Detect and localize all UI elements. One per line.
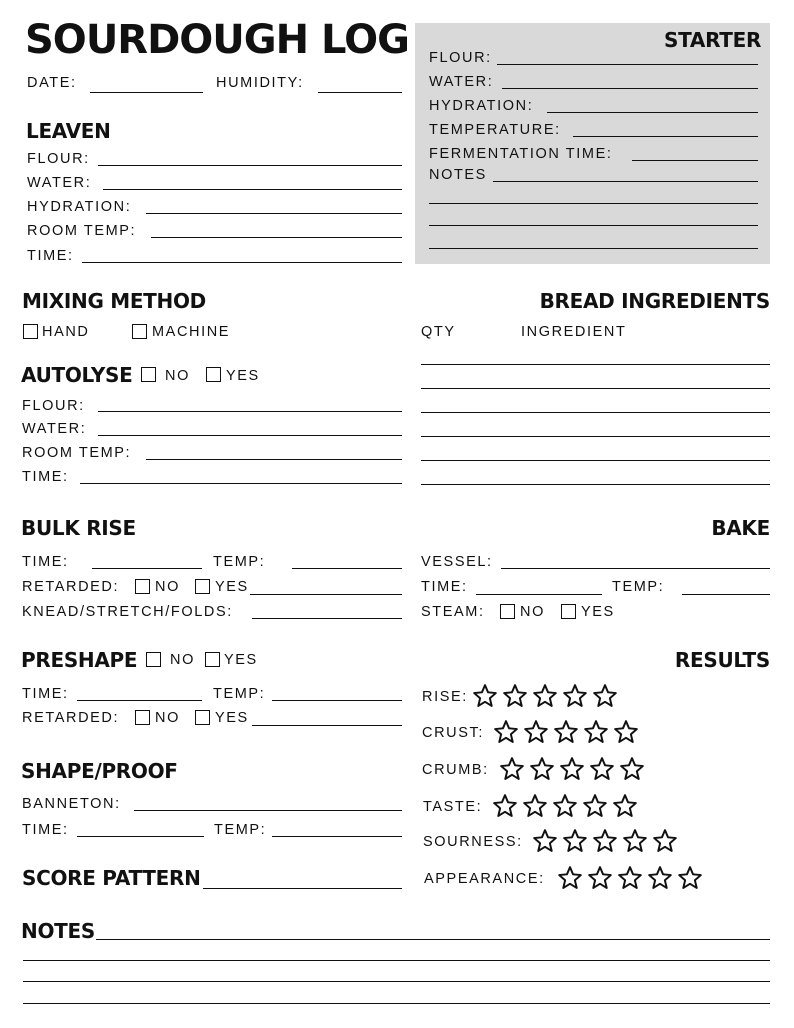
shape-proof-heading: SHAPE/PROOF (21, 759, 178, 783)
star-outline-icon[interactable] (472, 683, 498, 709)
star-outline-icon[interactable] (499, 756, 525, 782)
preshape-no-label: NO (170, 652, 195, 668)
leaven-time-field[interactable] (82, 262, 402, 263)
preshape-retarded-field[interactable] (252, 725, 402, 726)
star-outline-icon[interactable] (559, 756, 585, 782)
bulk-retarded-no-label: NO (155, 579, 180, 595)
starter-temperature-label: TEMPERATURE: (429, 122, 561, 138)
humidity-field[interactable] (318, 92, 402, 93)
banneton-label: BANNETON: (22, 796, 121, 812)
leaven-time-label: TIME: (27, 248, 74, 264)
mixing-heading: MIXING METHOD (22, 289, 206, 313)
ingredients-heading: BREAD INGREDIENTS (539, 289, 770, 313)
star-outline-icon[interactable] (647, 865, 673, 891)
leaven-heading: LEAVEN (26, 119, 111, 143)
qty-label: QTY (421, 324, 456, 340)
knead-label: KNEAD/STRETCH/FOLDS: (22, 604, 233, 620)
starter-notes-label: NOTES (429, 167, 487, 183)
shape-time-field[interactable] (77, 836, 204, 837)
machine-label: MACHINE (152, 324, 231, 340)
star-outline-icon[interactable] (523, 719, 549, 745)
autolyse-no-checkbox[interactable] (141, 367, 156, 382)
bulk-retarded-yes-label: YES (215, 579, 249, 595)
preshape-heading: PRESHAPE (21, 648, 138, 672)
star-outline-icon[interactable] (592, 683, 618, 709)
hand-label: HAND (42, 324, 90, 340)
starter-notes-field[interactable] (493, 181, 758, 182)
crumb-label: CRUMB: (422, 762, 489, 778)
autolyse-flour-label: FLOUR: (22, 398, 85, 414)
steam-no-label: NO (520, 604, 545, 620)
leaven-flour-field[interactable] (98, 165, 402, 166)
leaven-water-field[interactable] (103, 189, 402, 190)
appearance-label: APPEARANCE: (424, 871, 545, 887)
star-outline-icon[interactable] (502, 683, 528, 709)
shape-temp-field[interactable] (272, 836, 402, 837)
autolyse-room-temp-field[interactable] (146, 459, 402, 460)
autolyse-time-label: TIME: (22, 469, 69, 485)
preshape-no-checkbox[interactable] (146, 652, 161, 667)
appearance-rating[interactable] (557, 865, 703, 891)
page-title: SOURDOUGH LOG (25, 17, 409, 63)
ingredient-label: INGREDIENT (521, 324, 627, 340)
taste-label: TASTE: (423, 799, 483, 815)
machine-checkbox[interactable] (132, 324, 147, 339)
star-outline-icon[interactable] (529, 756, 555, 782)
star-outline-icon[interactable] (553, 719, 579, 745)
sourness-rating[interactable] (532, 828, 678, 854)
shape-time-label: TIME: (22, 822, 69, 838)
star-outline-icon[interactable] (652, 828, 678, 854)
autolyse-yes-checkbox[interactable] (206, 367, 221, 382)
star-outline-icon[interactable] (677, 865, 703, 891)
preshape-time-field[interactable] (77, 700, 202, 701)
leaven-room-temp-field[interactable] (151, 237, 402, 238)
starter-notes-line[interactable] (429, 225, 758, 226)
date-label: DATE: (27, 75, 77, 91)
vessel-label: VESSEL: (421, 554, 493, 570)
star-outline-icon[interactable] (619, 756, 645, 782)
leaven-hydration-label: HYDRATION: (27, 199, 132, 215)
starter-water-label: WATER: (429, 74, 494, 90)
bake-time-field[interactable] (476, 594, 602, 595)
notes-line[interactable] (23, 960, 770, 961)
hand-checkbox[interactable] (23, 324, 38, 339)
humidity-label: HUMIDITY: (216, 75, 304, 91)
ingredient-line[interactable] (421, 412, 770, 413)
bulk-time-field[interactable] (92, 568, 202, 569)
star-outline-icon[interactable] (587, 865, 613, 891)
preshape-retarded-no-label: NO (155, 710, 180, 726)
star-outline-icon[interactable] (522, 793, 548, 819)
knead-field[interactable] (252, 618, 402, 619)
autolyse-water-label: WATER: (22, 421, 87, 437)
starter-water-field[interactable] (502, 88, 758, 89)
preshape-temp-field[interactable] (272, 700, 402, 701)
preshape-time-label: TIME: (22, 686, 69, 702)
crust-rating[interactable] (493, 719, 639, 745)
notes-heading: NOTES (21, 919, 95, 943)
star-outline-icon[interactable] (589, 756, 615, 782)
star-outline-icon[interactable] (532, 683, 558, 709)
bulk-rise-heading: BULK RISE (21, 516, 136, 540)
crumb-rating[interactable] (499, 756, 645, 782)
starter-flour-field[interactable] (497, 64, 758, 65)
bulk-time-label: TIME: (22, 554, 69, 570)
sourness-label: SOURNESS: (423, 834, 523, 850)
starter-fermentation-label: FERMENTATION TIME: (429, 146, 613, 162)
starter-notes-line[interactable] (429, 203, 758, 204)
ingredient-line[interactable] (421, 388, 770, 389)
steam-yes-checkbox[interactable] (561, 604, 576, 619)
star-outline-icon[interactable] (617, 865, 643, 891)
notes-line[interactable] (23, 1003, 770, 1004)
score-pattern-field[interactable] (203, 888, 402, 889)
ingredient-line[interactable] (421, 364, 770, 365)
leaven-room-temp-label: ROOM TEMP: (27, 223, 137, 239)
bulk-retarded-label: RETARDED: (22, 579, 120, 595)
preshape-retarded-label: RETARDED: (22, 710, 120, 726)
starter-hydration-label: HYDRATION: (429, 98, 534, 114)
star-outline-icon[interactable] (613, 719, 639, 745)
notes-line[interactable] (23, 981, 770, 982)
autolyse-time-field[interactable] (80, 483, 402, 484)
preshape-yes-label: YES (224, 652, 258, 668)
steam-no-checkbox[interactable] (500, 604, 515, 619)
notes-line[interactable] (96, 939, 770, 940)
starter-heading: STARTER (664, 28, 762, 52)
ingredient-line[interactable] (421, 436, 770, 437)
starter-flour-label: FLOUR: (429, 50, 492, 66)
autolyse-flour-field[interactable] (98, 411, 402, 412)
ingredient-line[interactable] (421, 460, 770, 461)
star-outline-icon[interactable] (583, 719, 609, 745)
bulk-temp-field[interactable] (292, 568, 402, 569)
star-outline-icon[interactable] (532, 828, 558, 854)
star-outline-icon[interactable] (492, 793, 518, 819)
bulk-retarded-no-checkbox[interactable] (135, 579, 150, 594)
steam-yes-label: YES (581, 604, 615, 620)
star-outline-icon[interactable] (592, 828, 618, 854)
rise-rating[interactable] (472, 683, 618, 709)
results-heading: RESULTS (674, 648, 770, 672)
shape-temp-label: TEMP: (214, 822, 267, 838)
score-pattern-heading: SCORE PATTERN (22, 866, 201, 890)
taste-rating[interactable] (492, 793, 638, 819)
star-outline-icon[interactable] (612, 793, 638, 819)
star-outline-icon[interactable] (557, 865, 583, 891)
bulk-retarded-field[interactable] (250, 594, 402, 595)
star-outline-icon[interactable] (562, 683, 588, 709)
vessel-field[interactable] (501, 568, 770, 569)
ingredient-line[interactable] (421, 484, 770, 485)
preshape-retarded-yes-label: YES (215, 710, 249, 726)
leaven-water-label: WATER: (27, 175, 92, 191)
leaven-flour-label: FLOUR: (27, 151, 90, 167)
autolyse-water-field[interactable] (98, 435, 402, 436)
preshape-temp-label: TEMP: (213, 686, 266, 702)
starter-notes-line[interactable] (429, 248, 758, 249)
starter-hydration-field[interactable] (547, 112, 758, 113)
star-outline-icon[interactable] (493, 719, 519, 745)
bake-time-label: TIME: (421, 579, 468, 595)
star-outline-icon[interactable] (552, 793, 578, 819)
bake-temp-field[interactable] (682, 594, 770, 595)
bake-temp-label: TEMP: (612, 579, 665, 595)
autolyse-no-label: NO (165, 368, 190, 384)
autolyse-heading: AUTOLYSE (21, 363, 133, 387)
crust-label: CRUST: (422, 725, 484, 741)
preshape-retarded-yes-checkbox[interactable] (195, 710, 210, 725)
autolyse-yes-label: YES (226, 368, 260, 384)
star-outline-icon[interactable] (582, 793, 608, 819)
autolyse-room-temp-label: ROOM TEMP: (22, 445, 132, 461)
bulk-temp-label: TEMP: (213, 554, 266, 570)
star-outline-icon[interactable] (622, 828, 648, 854)
bake-heading: BAKE (711, 516, 770, 540)
date-field[interactable] (90, 92, 203, 93)
banneton-field[interactable] (134, 810, 402, 811)
preshape-retarded-no-checkbox[interactable] (135, 710, 150, 725)
star-outline-icon[interactable] (562, 828, 588, 854)
bulk-retarded-yes-checkbox[interactable] (195, 579, 210, 594)
starter-temperature-field[interactable] (573, 136, 758, 137)
preshape-yes-checkbox[interactable] (205, 652, 220, 667)
steam-label: STEAM: (421, 604, 485, 620)
rise-label: RISE: (422, 689, 468, 705)
leaven-hydration-field[interactable] (146, 213, 402, 214)
starter-fermentation-field[interactable] (632, 160, 758, 161)
